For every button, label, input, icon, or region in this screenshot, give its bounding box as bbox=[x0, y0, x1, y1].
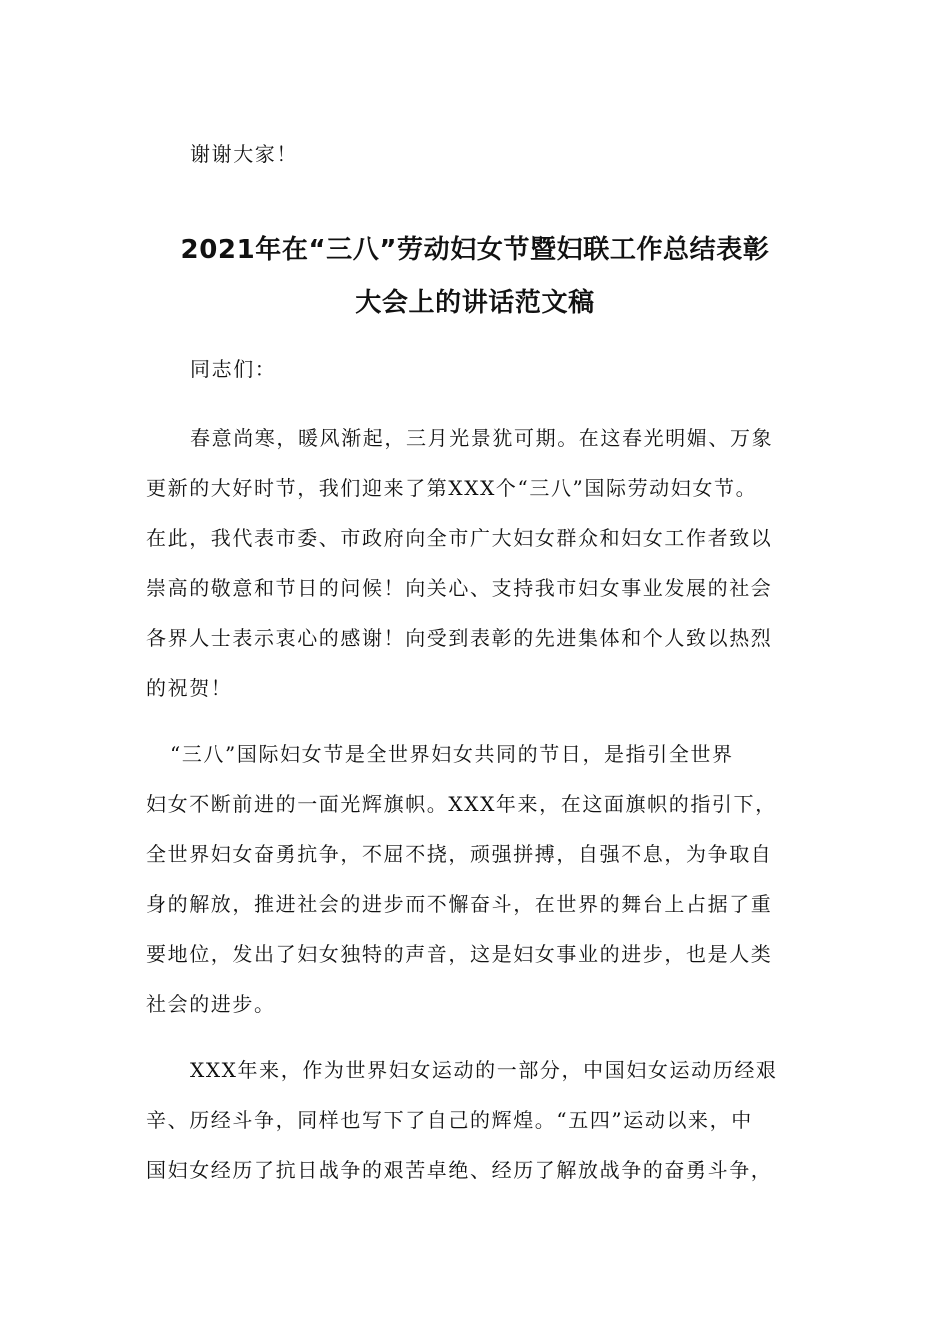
paragraph-3-line-3: 国妇女经历了抗日战争的艰苦卓绝、经历了解放战争的奋勇斗争， bbox=[146, 1158, 773, 1182]
paragraph-1-line-2: 更新的大好时节，我们迎来了第XXX个“三八”国际劳动妇女节。 bbox=[146, 476, 758, 500]
paragraph-3-line-2: 辛、历经斗争，同样也写下了自己的辉煌。“五四”运动以来，中 bbox=[146, 1108, 753, 1132]
paragraph-3-line-1: XXX年来，作为世界妇女运动的一部分，中国妇女运动历经艰 bbox=[190, 1058, 778, 1082]
title-line-1: 2021年在“三八”劳动妇女节暨妇联工作总结表彰 bbox=[180, 235, 770, 265]
paragraph-1-line-6: 的祝贺！ bbox=[146, 676, 233, 700]
paragraph-1-line-1: 春意尚寒，暖风渐起，三月光景犹可期。在这春光明媚、万象 bbox=[190, 426, 774, 450]
paragraph-2-line-1: “三八”国际妇女节是全世界妇女共同的节日，是指引全世界 bbox=[170, 742, 734, 766]
paragraph-1-line-5: 各界人士表示衷心的感谢！向受到表彰的先进集体和个人致以热烈 bbox=[146, 626, 773, 650]
paragraph-1-line-3: 在此，我代表市委、市政府向全市广大妇女群众和妇女工作者致以 bbox=[146, 526, 773, 550]
paragraph-2-line-2: 妇女不断前进的一面光辉旗帜。XXX年来，在这面旗帜的指引下， bbox=[146, 792, 777, 816]
paragraph-2-line-5: 要地位，发出了妇女独特的声音，这是妇女事业的进步，也是人类 bbox=[146, 942, 773, 966]
closing-text: 谢谢大家！ bbox=[190, 142, 298, 166]
paragraph-2-line-3: 全世界妇女奋勇抗争，不屈不挠，顽强拼搏，自强不息，为争取自 bbox=[146, 842, 773, 866]
title-line-2: 大会上的讲话范文稿 bbox=[355, 288, 595, 318]
paragraph-1-line-4: 崇高的敬意和节日的问候！向关心、支持我市妇女事业发展的社会 bbox=[146, 576, 773, 600]
salutation-text: 同志们： bbox=[190, 357, 277, 381]
paragraph-2-line-4: 身的解放，推进社会的进步而不懈奋斗，在世界的舞台上占据了重 bbox=[146, 892, 773, 916]
paragraph-2-line-6: 社会的进步。 bbox=[146, 992, 276, 1016]
